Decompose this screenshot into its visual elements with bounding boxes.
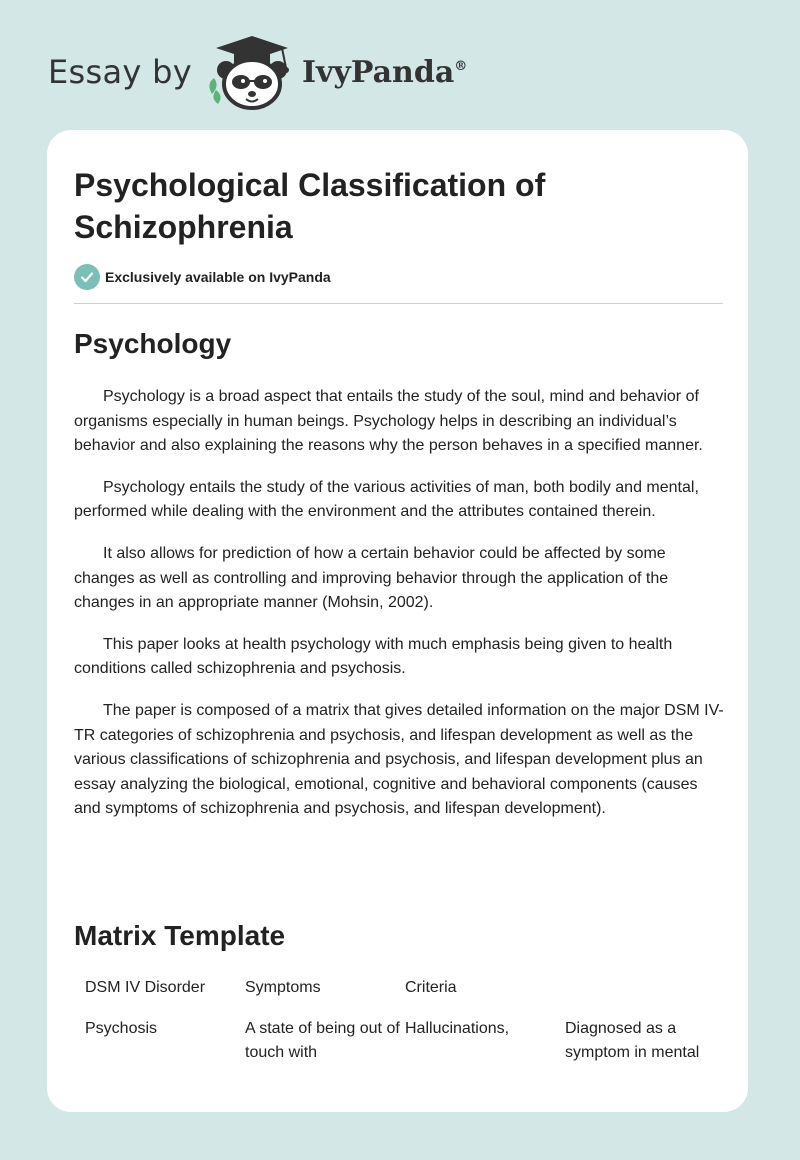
table-cell: Diagnosed as a symptom in mental (565, 1019, 700, 1062)
paragraph: The paper is composed of a matrix that gives detailed information on the major DSM IV-TR categories of schizophrenia and psychosis, and lifespan development as well as the various classifications of schizophrenia and psychosis, and lifespan development plus an essay analyzing the biological, emotional, cognitive and behavioral components (causes and symptoms of schizophrenia and psychosis, and lifespan development). (74, 701, 724, 818)
divider (74, 303, 723, 304)
brand-prefix: Essay by (48, 53, 192, 91)
section-heading-psychology: Psychology (74, 328, 232, 359)
exclusive-text: Exclusively available on IvyPanda (105, 269, 331, 285)
panda-logo-icon (204, 34, 298, 110)
paragraph: Psychology is a broad aspect that entails the study of the soul, mind and behavior of organisms especially in human beings. Psychology helps in describing an individual’s behavior and also explaining the reasons why the person behaves in a specified manner. (74, 388, 703, 455)
table-header-cell: Symptoms (245, 979, 321, 996)
table-header-cell (565, 976, 725, 1001)
matrix-table (85, 976, 725, 1066)
table-header-cell: DSM IV Disorder (85, 979, 206, 996)
table-header-cell: Criteria (405, 979, 457, 996)
paragraph: Psychology entails the study of the various activities of man, both bodily and mental, performed while dealing with the environment and the attributes contained therein. (74, 478, 699, 521)
section-heading-matrix: Matrix Template (74, 920, 286, 951)
essay-card (47, 130, 748, 1112)
paragraph: This paper looks at health psychology with much emphasis being given to health conditions called schizophrenia and psychosis. (74, 635, 673, 678)
table-cell: A state of being out of touch with (245, 1019, 400, 1062)
table-row (85, 1017, 725, 1066)
table-header-row (85, 976, 725, 1001)
table-cell: Psychosis (85, 1019, 158, 1037)
brand-name[interactable]: IvyPanda® (301, 54, 468, 90)
check-icon (74, 264, 100, 290)
exclusive-badge (74, 264, 331, 290)
paragraph: It also allows for prediction of how a certain behavior could be affected by some changes as well as controlling and improving behavior through the application of the changes in an appropriate manner (Mohsin, 2002). (74, 544, 669, 612)
essay-body (74, 385, 726, 839)
brand-header (48, 34, 467, 110)
table-cell: Hallucinations, (405, 1019, 510, 1037)
page-title: Psychological Classification of Schizophrenia (74, 167, 546, 245)
